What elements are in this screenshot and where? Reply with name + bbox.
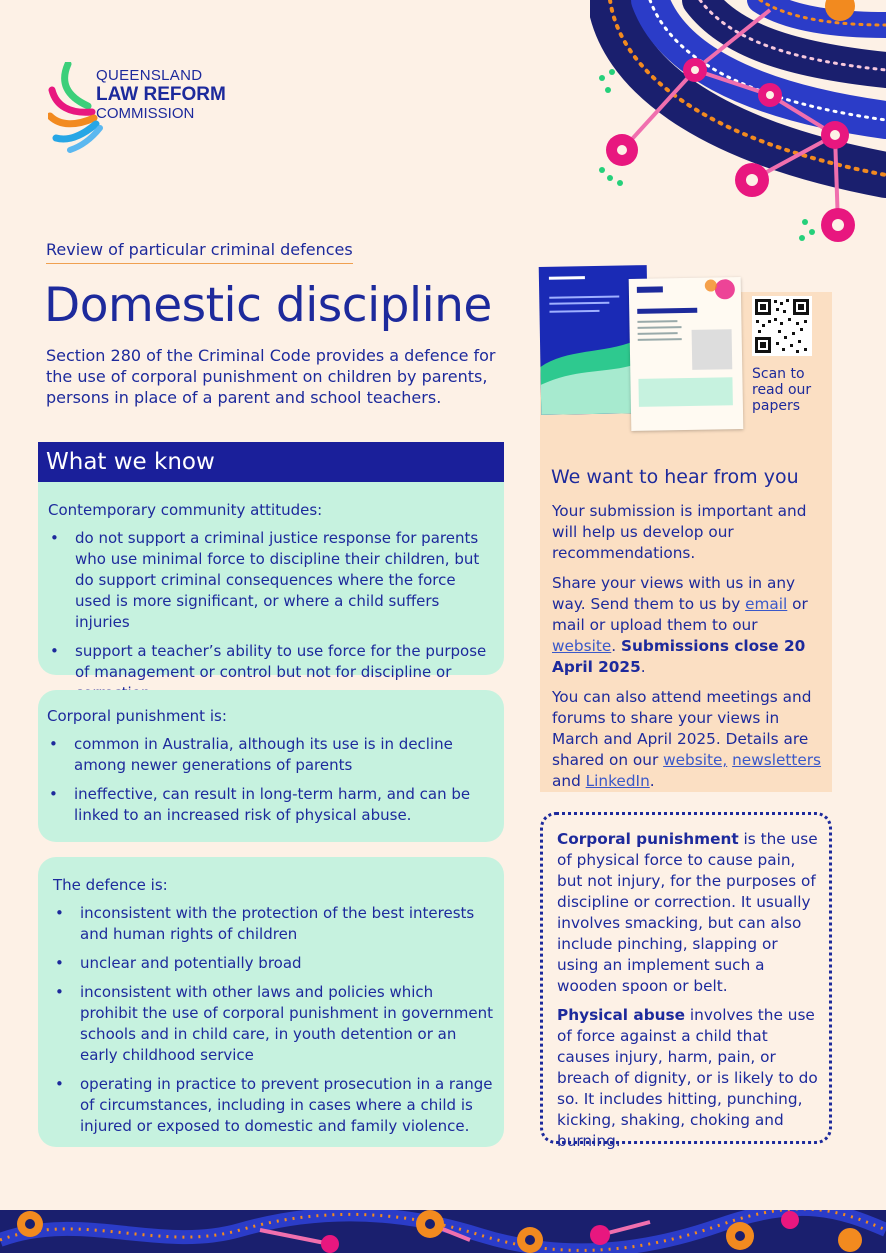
card-intro: The defence is: xyxy=(53,876,168,894)
intro-text: Section 280 of the Criminal Code provides a defence for the use of corporal punishment on children by parents, persons in place of a parent and school teachers. xyxy=(46,346,496,407)
page-subtitle: Review of particular criminal defences xyxy=(46,240,353,264)
logo-line-3: COMMISSION xyxy=(96,105,195,122)
submissions-deadline: Submissions close 20 April 2025 xyxy=(552,637,806,676)
definition-text: involves the use of force against a child that causes injury, harm, pain, or breach of dignity, or is likely to do so. It includes hitting, punching, kicking, shaking, choking and burning. xyxy=(557,1006,818,1150)
definition-corporal-punishment xyxy=(557,829,819,997)
list-item: • unclear and potentially broad xyxy=(53,953,494,974)
website-link[interactable]: website xyxy=(552,637,612,655)
list-item: • ineffective, can result in long-term harm, and can be linked to an increased risk of physical abuse. xyxy=(47,784,494,826)
text: . xyxy=(649,772,655,790)
text: . xyxy=(611,637,617,655)
hear-paragraph-1: Your submission is important and will help us develop our recommendations. xyxy=(552,502,807,562)
definition-physical-abuse xyxy=(557,1005,819,1152)
consultation-paper-image[interactable] xyxy=(629,277,744,431)
email-link[interactable]: email xyxy=(745,595,788,613)
text: You can also attend meetings and forums to share your views in March and April 2025. Details are shared on our xyxy=(552,688,812,769)
qlrc-logo xyxy=(48,62,248,154)
text: and xyxy=(552,772,586,790)
list-item: • inconsistent with other laws and policies which prohibit the use of corporal punishment in government schools and in child care, in youth detention or an early childhood service xyxy=(53,982,494,1066)
what-we-know-heading: What we know xyxy=(38,442,504,482)
list-item: • support a teacher’s ability to use force for the purpose of management or control but not for discipline or xyxy=(48,641,494,704)
term: Corporal punishment xyxy=(557,830,739,848)
hear-from-you-body xyxy=(552,501,824,801)
qr-code-icon xyxy=(752,296,812,356)
list-item: • inconsistent with the protection of the best interests and human rights of children xyxy=(53,903,494,945)
card-intro: Contemporary community attitudes: xyxy=(48,501,323,519)
text: . xyxy=(640,658,646,676)
consultation-paper-graphic xyxy=(629,277,744,431)
card-intro: Corporal punishment is: xyxy=(47,707,227,725)
page-title: Domestic discipline xyxy=(44,278,492,333)
website-link-2[interactable]: website, xyxy=(663,751,728,769)
hear-paragraph-3 xyxy=(552,687,824,792)
list-item: • common in Australia, although its use is in decline among newer generations of parents xyxy=(47,734,494,776)
scan-caption xyxy=(752,366,816,414)
qr-code[interactable] xyxy=(752,296,812,356)
logo-line-2: LAW REFORM xyxy=(96,84,226,105)
linkedin-link[interactable]: LinkedIn xyxy=(585,772,650,790)
definitions-box xyxy=(540,812,832,1150)
newsletters-link[interactable]: newsletters xyxy=(732,751,822,769)
card-community-attitudes xyxy=(38,482,504,681)
list-item: • do not support a criminal justice response for parents who use minimal force to discipline their children, but do support criminal consequences where the force used is more significant, or where a child suffers injuries xyxy=(48,528,494,633)
decorative-artwork-bottom xyxy=(0,1210,886,1253)
decorative-artwork-top xyxy=(590,0,886,250)
definition-text: is the use of physical force to cause pain, but not injury, for the purposes of discipline or correction. It usually involves smacking, but can also include pinching, slapping or using an implement such a wooden spoon or belt. xyxy=(557,830,818,995)
text: Share your views with us in any way. Send them to us by xyxy=(552,574,796,613)
hear-paragraph-2 xyxy=(552,573,824,678)
logo-line-1: QUEENSLAND xyxy=(96,67,203,84)
card-corporal-punishment xyxy=(38,690,504,842)
hear-from-you-heading: We want to hear from you xyxy=(551,466,799,488)
text: or mail or upload them to our xyxy=(552,595,808,634)
term: Physical abuse xyxy=(557,1006,686,1024)
scan-caption-text: Scan to read our papers xyxy=(752,366,812,414)
card-the-defence xyxy=(38,857,504,1147)
list-item: • operating in practice to prevent prosecution in a range of circumstances, including in cases where a child is injured or exposed to domestic and family violence. xyxy=(53,1074,494,1137)
